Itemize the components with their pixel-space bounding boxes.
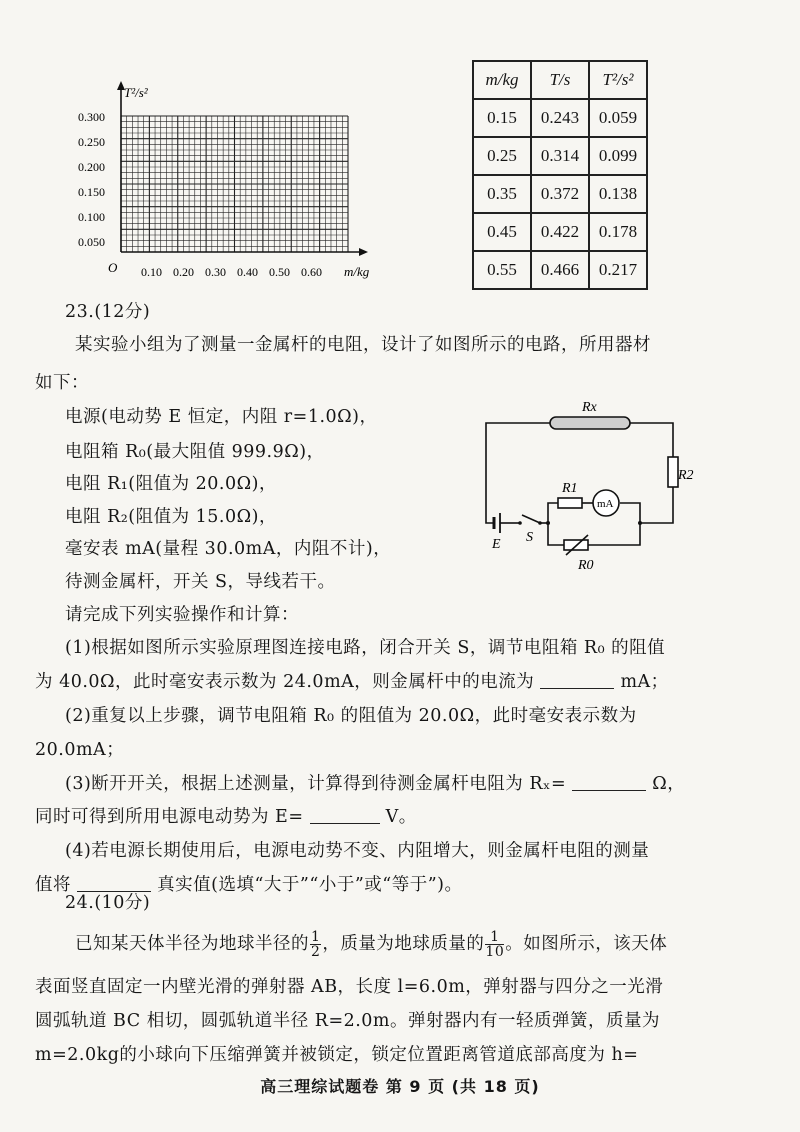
ma-label: mA [597,498,614,510]
table-cell: 0.35 [473,175,531,213]
table-cell: 0.099 [589,137,647,175]
graph-grid [121,116,348,252]
wire [620,503,640,523]
table-row [473,251,647,289]
rx-label: Rx [582,400,597,415]
q23-item: 电阻 R₁(阻值为 20.0Ω)， [65,474,277,494]
table-cell: 0.314 [531,137,589,175]
switch-terminal [538,521,542,525]
x-tick-label: 0.20 [173,265,194,279]
q23-item: 毫安表 mA(量程 30.0mA，内阻不计)， [65,539,392,559]
table-cell: 0.243 [531,99,589,137]
wire [640,487,673,523]
q23-item: 电阻箱 R₀(最大阻值 999.9Ω)， [65,442,325,462]
y-tick-label: 0.050 [78,235,105,249]
rx-resistor [550,417,630,429]
switch-terminal [518,521,522,525]
circuit-diagram [470,395,710,575]
junction-dot [638,521,642,525]
x-tick-label: 0.50 [269,265,290,279]
q23-item: 待测金属杆，开关 S，导线若干。 [65,572,336,592]
r1-resistor [558,498,582,508]
wire [588,523,640,545]
q23-instruction: 请完成下列实验操作和计算： [65,605,299,625]
r0-label: R0 [578,558,594,573]
q24-line: 圆弧轨道 BC 相切，圆弧轨道半径 R=2.0m。弹射器内有一轻质弹簧，质量为 [35,1011,661,1031]
r2-resistor [668,457,678,487]
x-axis-label: m/kg [344,264,370,279]
q23-intro: 如下： [35,373,89,393]
q24-line: 表面竖直固定一内壁光滑的弹射器 AB，长度 l=6.0m，弹射器与四分之一光滑 [35,977,664,997]
switch-s [522,515,540,523]
fraction-half: $\frac{1}{2}$ [311,929,321,960]
q23-part4: (4)若电源长期使用后，电源电动势不变、内阻增大，则金属杆电阻的测量 [65,841,650,861]
table-cell: 0.45 [473,213,531,251]
q24-line: m=2.0kg的小球向下压缩弹簧并被锁定，锁定位置距离管道底部高度为 h= [35,1045,639,1065]
table-cell: 0.217 [589,251,647,289]
table-cell: 0.25 [473,137,531,175]
table-row [473,99,647,137]
table-cell: 0.178 [589,213,647,251]
table-row [473,175,647,213]
table-cell: 0.15 [473,99,531,137]
q23-part2: (2)重复以上步骤，调节电阻箱 R₀ 的阻值为 20.0Ω，此时毫安表示数为 [65,706,637,726]
q23-item: 电阻 R₂(阻值为 15.0Ω)， [65,507,277,527]
q23-part4: 值将 真实值(选填“大于”“小于”或“等于”)。 [35,875,463,895]
q23-number: 23.(12分) [65,302,151,322]
x-tick-label: 0.40 [237,265,258,279]
table-header: T/s [531,61,589,99]
y-axis-label: T²/s² [124,85,148,100]
y-tick-label: 0.300 [78,110,105,124]
q23-part1: 为 40.0Ω，此时毫安表示数为 24.0mA，则金属杆中的电流为 mA； [35,672,669,692]
table-cell: 0.138 [589,175,647,213]
q24-line: 已知某天体半径为地球半径的 $\frac{1}{2}$ ，质量为地球质量的 $\frac{1}{10}$ 。如图所示，该天体 [75,929,668,960]
r1-label: R1 [562,481,578,496]
table-cell: 0.422 [531,213,589,251]
table-row [473,213,647,251]
page-footer: 高三理综试题卷 第 9 页 (共 18 页) [260,1077,540,1096]
x-axis-arrow [359,248,368,256]
answer-blank [540,672,614,689]
table-cell: 0.55 [473,251,531,289]
y-tick-label: 0.100 [78,210,105,224]
wire [548,503,558,523]
q23-part3: 同时可得到所用电源电动势为 E= V。 [35,807,417,827]
table-header-row [473,61,647,99]
origin-label: O [108,260,118,275]
q23-part1: (1)根据如图所示实验原理图连接电路，闭合开关 S，调节电阻箱 R₀ 的阻值 [65,638,666,658]
table-header: m/kg [473,61,531,99]
y-tick-label: 0.250 [78,135,105,149]
s-label: S [526,530,533,545]
q23-part3: (3)断开开关，根据上述测量，计算得到待测金属杆电阻为 Rₓ= Ω， [65,774,686,794]
wire [630,423,673,457]
answer-blank [310,807,380,824]
x-tick-label: 0.30 [205,265,226,279]
table-cell: 0.059 [589,99,647,137]
r2-label: R2 [678,468,694,483]
q24-number: 24.(10分) [65,893,151,913]
junction-dot [546,521,550,525]
table-cell: 0.372 [531,175,589,213]
graph-t2-vs-m [70,80,390,285]
wire [486,423,550,520]
x-tick-label: 0.10 [141,265,162,279]
table-cell: 0.466 [531,251,589,289]
y-tick-label: 0.150 [78,185,105,199]
wire [548,523,564,545]
table-row [473,137,647,175]
answer-blank [572,774,646,791]
data-table [472,60,648,290]
q23-part2: 20.0mA； [35,740,125,760]
fraction-tenth: $\frac{1}{10}$ [485,929,505,960]
q23-item: 电源(电动势 E 恒定，内阻 r=1.0Ω)， [65,407,378,427]
y-tick-label: 0.200 [78,160,105,174]
q23-intro: 某实验小组为了测量一金属杆的电阻，设计了如图所示的电路，所用器材 [75,335,651,355]
table-header: T²/s² [589,61,647,99]
x-tick-label: 0.60 [301,265,322,279]
e-label: E [492,537,501,552]
